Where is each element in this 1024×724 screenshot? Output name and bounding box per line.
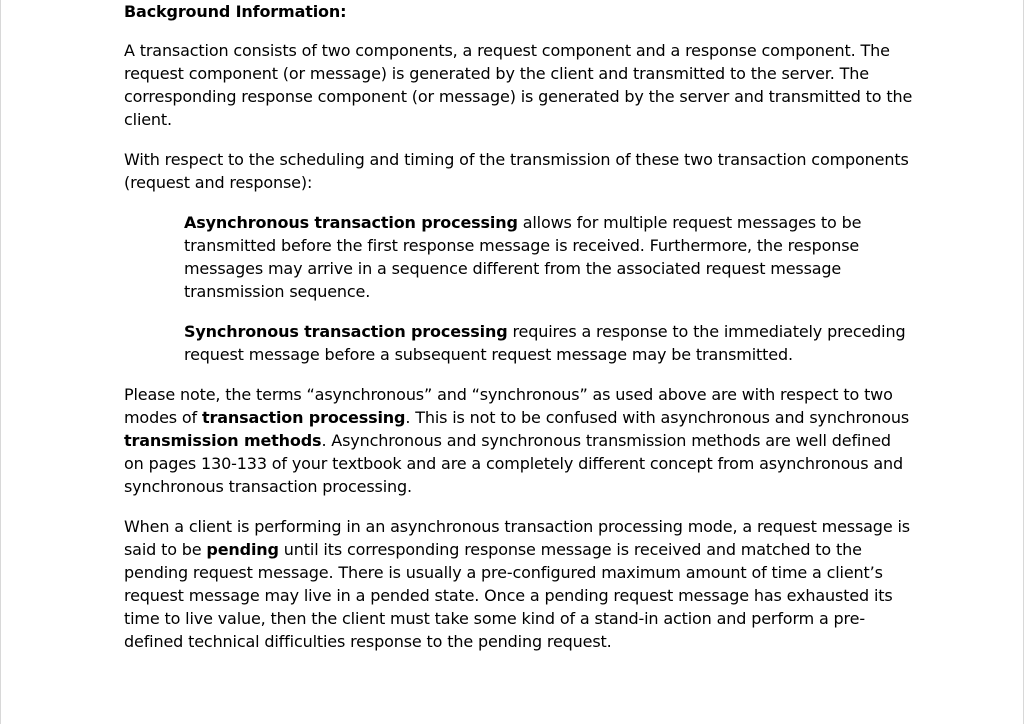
term-synchronous: Synchronous transaction processing bbox=[184, 322, 508, 341]
section-heading: Background Information: bbox=[124, 2, 347, 21]
term-pending: pending bbox=[206, 540, 279, 559]
pending-text-1: When a client is performing in an asynchronous transaction processing mode, a request message is said to be bbox=[124, 517, 910, 559]
document-body bbox=[124, 0, 914, 653]
note-text-3: . Asynchronous and synchronous transmission methods are well defined on pages 130-133 of your textbook and are a completely different concept from asynchronous and synchronous transaction processing. bbox=[124, 431, 904, 496]
note-text-1: Please note, the terms “asynchronous” and “synchronous” as used above are with respect to two modes of bbox=[124, 385, 893, 427]
note-text-2: . This is not to be confused with asynchronous and synchronous bbox=[405, 408, 910, 427]
paragraph-note bbox=[124, 383, 914, 498]
synchronous-description: requires a response to the immediately preceding request message before a subsequent request message may be transmitted. bbox=[184, 322, 906, 364]
paragraph-asynchronous bbox=[184, 211, 914, 303]
term-transmission-methods: transmission methods bbox=[124, 431, 322, 450]
paragraph-synchronous bbox=[184, 320, 914, 366]
paragraph-transaction: A transaction consists of two components, a request component and a response component. The request component (or message) is generated by the client and transmitted to the server. The corresponding response component (or message) is generated by the server and transmitted to the client. bbox=[124, 41, 913, 129]
paragraph-pending bbox=[124, 515, 914, 653]
term-asynchronous: Asynchronous transaction processing bbox=[184, 213, 518, 232]
asynchronous-description: allows for multiple request messages to be transmitted before the first response message is received. Furthermore, the response messages may arrive in a sequence different from the associated request message transmission sequence. bbox=[184, 213, 862, 301]
paragraph-scheduling: With respect to the scheduling and timing of the transmission of these two transaction components (request and response): bbox=[124, 150, 909, 192]
pending-text-2: until its corresponding response message is received and matched to the pending request message. There is usually a pre-configured maximum amount of time a client’s request message may live in a pended state. Once a pending request message has exhausted its time to live value, then the client must take some kind of a stand-in action and perform a pre-defined technical difficulties response to the pending request. bbox=[124, 540, 893, 651]
term-transaction-processing: transaction processing bbox=[201, 408, 406, 427]
